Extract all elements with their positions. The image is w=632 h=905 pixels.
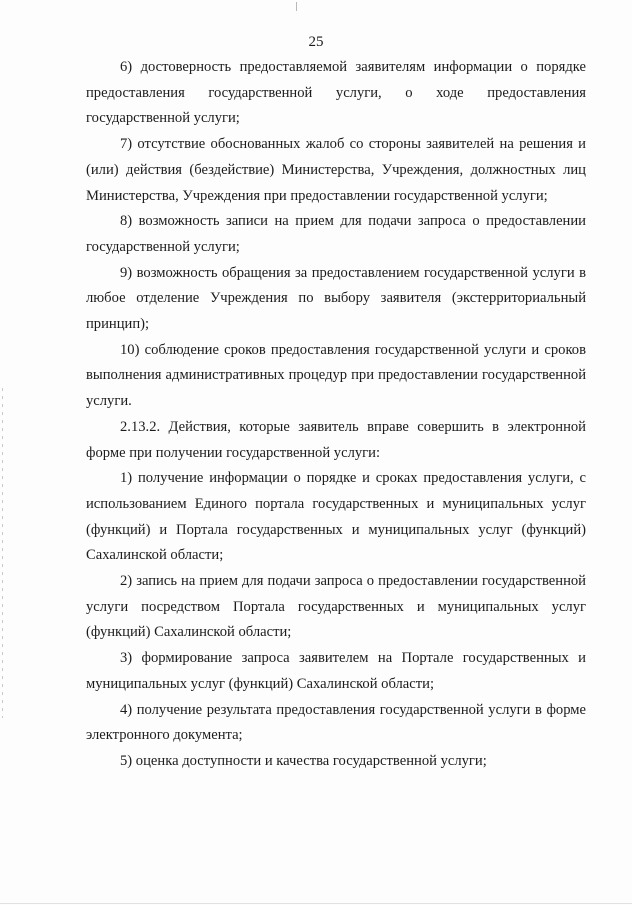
paragraph-item-6: 6) достоверность предоставляемой заявителям информации о порядке предоставления государственной услуги, о ходе предоставления государственной услуги;: [86, 59, 586, 127]
paragraph-item-9: 9) возможность обращения за предоставлением государственной услуги в любое отделение Учреждения по выбору заявителя (экстерриториальный принцип);: [86, 264, 586, 333]
document-body: [86, 55, 586, 775]
paragraph-electronic-4: 4) получение результата предоставления государственной услуги в форме электронного документа;: [86, 701, 586, 744]
section-heading-2-13-2: 2.13.2. Действия, которые заявитель вправе совершить в электронной форме при получении государственной услуги:: [86, 418, 586, 461]
paragraph-electronic-5: 5) оценка доступности и качества государственной услуги;: [120, 752, 487, 769]
scan-artifact-left-edge: [2, 388, 3, 718]
paragraph-item-10: 10) соблюдение сроков предоставления государственной услуги и сроков выполнения административных процедур при предоставлении государственной услуги.: [86, 341, 586, 410]
page-number: 25: [308, 34, 324, 50]
paragraph-item-7: 7) отсутствие обоснованных жалоб со стороны заявителей на решения и (или) действия (бездействие) Министерства, Учреждения, должностных лиц Министерства, Учреждения при предоставлении государственной услуги;: [86, 136, 586, 204]
scan-artifact-bottom-edge: [0, 903, 632, 904]
paragraph-electronic-2: 2) запись на прием для подачи запроса о предоставлении государственной услуги посредством Портала государственных и муниципальных услуг (функций) Сахалинской области;: [86, 573, 586, 641]
paragraph-item-8: 8) возможность записи на прием для подачи запроса о предоставлении государственной услуги;: [86, 213, 586, 255]
paragraph-electronic-1: 1) получение информации о порядке и сроках предоставления услуги, с использованием Единого портала государственных и муниципальных услуг (функций) и Портала государственных и муниципальных услуг (функций) Сахалинской области;: [86, 470, 586, 564]
paragraph-electronic-3: 3) формирование запроса заявителем на Портале государственных и муниципальных услуг (функций) Сахалинской области;: [86, 650, 586, 692]
scan-artifact-top: [296, 2, 297, 11]
